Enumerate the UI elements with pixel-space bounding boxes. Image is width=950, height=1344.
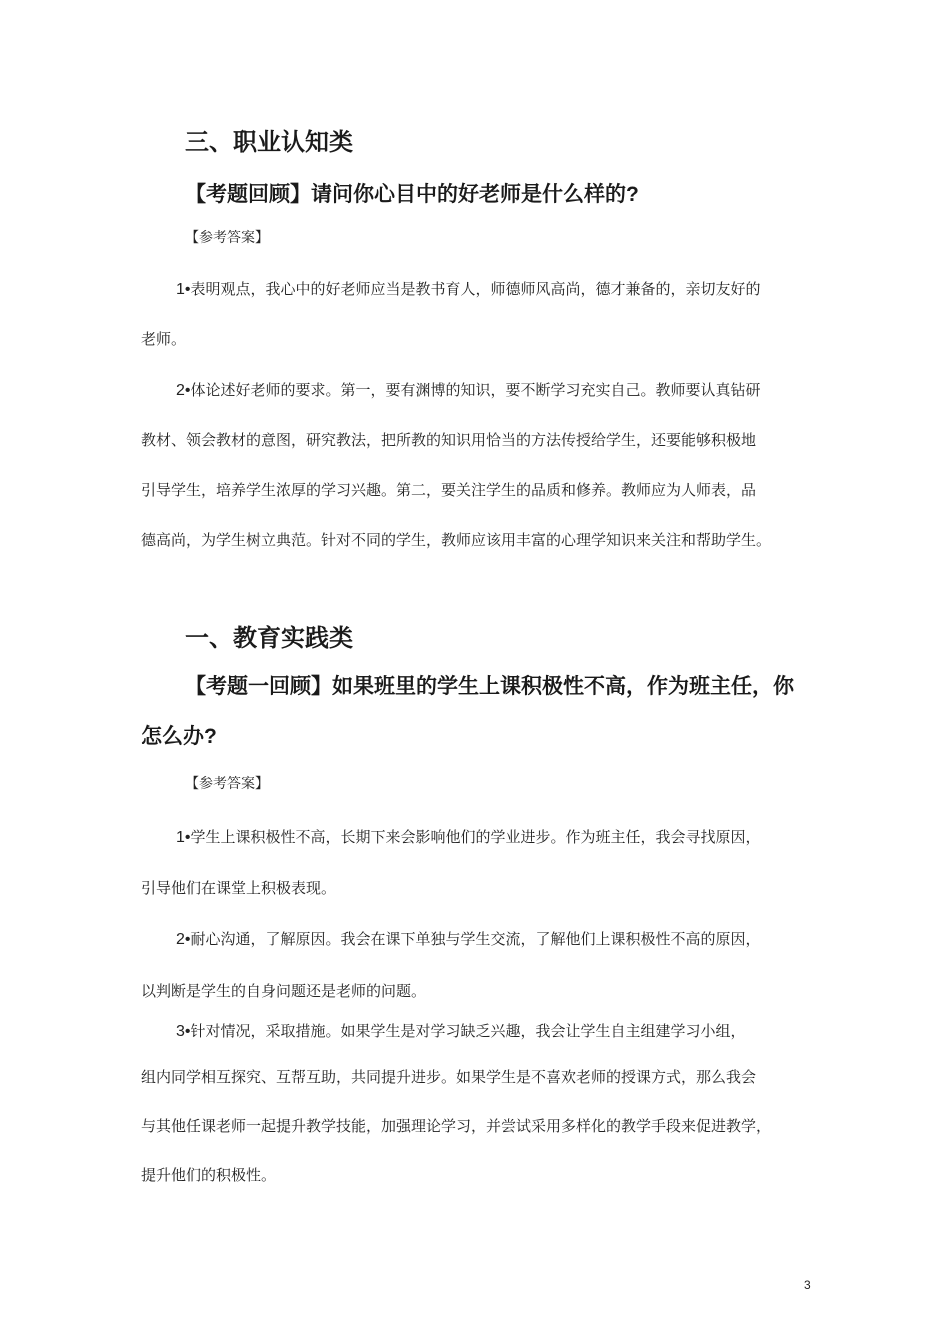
text-line: 针对情况，采取措施。如果学生是对学习缺乏兴趣，我会让学生自主组建学习小组， [190,1022,746,1040]
paragraph-number: 3• [176,1023,191,1040]
text-line: 德高尚，为学生树立典范。针对不同的学生，教师应该用丰富的心理学知识来关注和帮助学生。 [141,531,772,549]
question-title: 【考题回顾】请问你心目中的好老师是什么样的? [185,183,639,206]
text-line: 表明观点，我心中的好老师应当是教书育人，师德师风高尚，德才兼备的，亲切友好的 [190,280,761,298]
reference-answer-label: 【参考答案】 [185,230,269,246]
text-line: 提升他们的积极性。 [141,1166,277,1184]
text-line: 体论述好老师的要求。第一，要有渊博的知识，要不断学习充实自己。教师要认真钻研 [190,381,761,399]
text-line: 引导他们在课堂上积极表现。 [141,879,337,897]
text-line: 以判断是学生的自身问题还是老师的问题。 [141,982,427,1000]
text-line: 教材、领会教材的意图，研究教法，把所教的知识用恰当的方法传授给学生，还要能够积极地 [141,431,757,449]
answer-paragraph-3 [176,1020,746,1041]
answer-paragraph-2 [176,379,761,400]
paragraph-number: 1• [176,829,191,846]
section-heading-career: 三、职业认知类 [185,129,353,156]
page-number: 3 [804,1278,811,1292]
text-line: 与其他任课老师一起提升教学技能，加强理论学习，并尝试采用多样化的教学手段来促进教学， [141,1117,772,1135]
answer-paragraph-2 [176,928,761,949]
paragraph-number: 2• [176,931,191,948]
answer-paragraph-1 [176,826,761,847]
answer-paragraph-1 [176,278,761,299]
section-heading-practice: 一、教育实践类 [185,625,353,652]
text-line: 组内同学相互探究、互帮互助，共同提升进步。如果学生是不喜欢老师的授课方式，那么我会 [141,1068,757,1086]
paragraph-number: 1• [176,281,191,298]
text-line: 耐心沟通，了解原因。我会在课下单独与学生交流，了解他们上课积极性不高的原因， [190,930,761,948]
question-title: 【考题一回顾】如果班里的学生上课积极性不高，作为班主任，你 [185,675,794,698]
text-line: 老师。 [141,330,187,348]
reference-answer-label: 【参考答案】 [185,776,269,792]
text-line: 学生上课积极性不高，长期下来会影响他们的学业进步。作为班主任，我会寻找原因， [190,828,761,846]
question-title-continued: 怎么办? [141,725,217,748]
paragraph-number: 2• [176,382,191,399]
text-line: 引导学生，培养学生浓厚的学习兴趣。第二，要关注学生的品质和修养。教师应为人师表，品 [141,481,757,499]
